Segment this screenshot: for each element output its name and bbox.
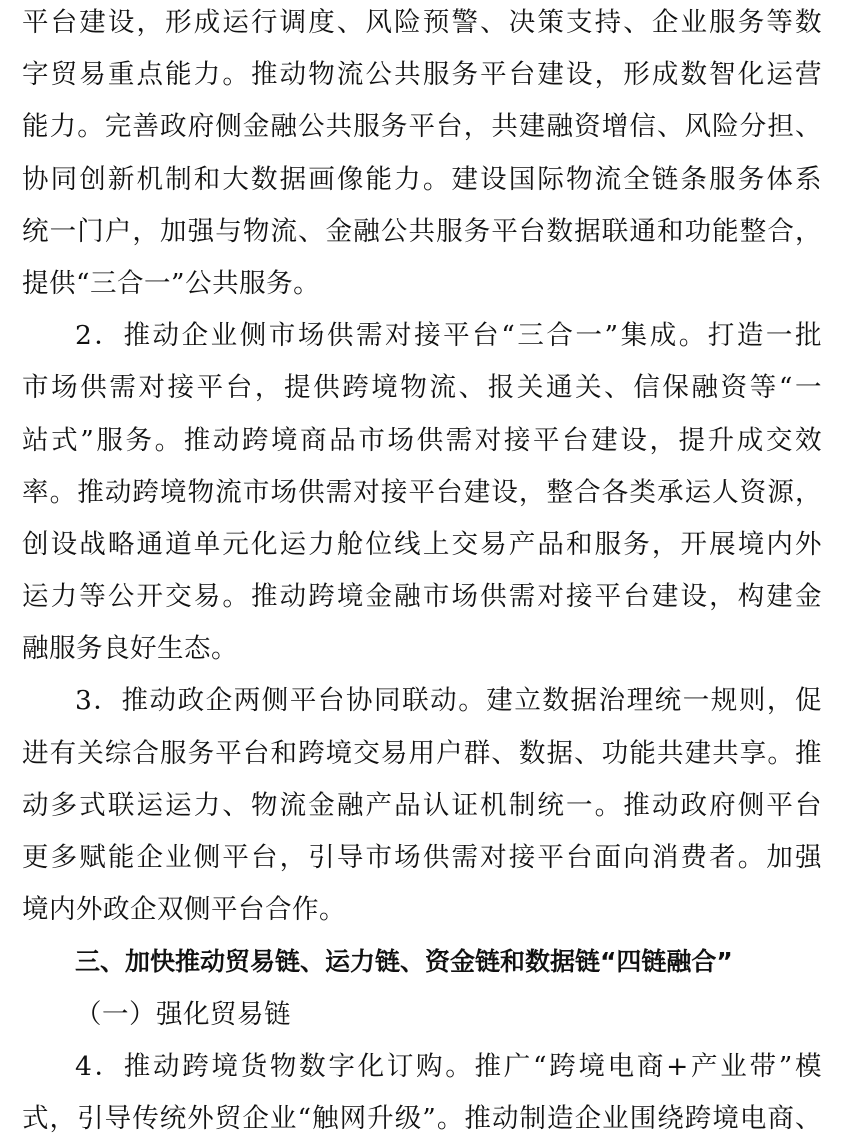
body-line: 市场供需对接平台，提供跨境物流、报关通关、信保融资等“一 bbox=[22, 372, 822, 404]
body-line: 统一门户，加强与物流、金融公共服务平台数据联通和功能整合， bbox=[22, 215, 822, 247]
body-line: 动多式联运运力、物流金融产品认证机制统一。推动政府侧平台 bbox=[22, 789, 822, 821]
subsection-heading: （一）强化贸易链 bbox=[75, 998, 291, 1030]
body-line: 站式”服务。推动跨境商品市场供需对接平台建设，提升成交效 bbox=[22, 424, 822, 456]
paragraph-start-line: 3．推动政企两侧平台协同联动。建立数据治理统一规则，促 bbox=[75, 685, 822, 717]
document-page bbox=[22, 0, 822, 1145]
body-line: 能力。完善政府侧金融公共服务平台，共建融资增信、风险分担、 bbox=[22, 111, 822, 143]
body-line: 式，引导传统外贸企业“触网升级”。推动制造企业围绕跨境电商、 bbox=[22, 1102, 822, 1134]
body-line: 运力等公开交易。推动跨境金融市场供需对接平台建设，构建金 bbox=[22, 581, 822, 613]
section-heading: 三、加快推动贸易链、运力链、资金链和数据链“四链融合” bbox=[75, 947, 733, 977]
paragraph-start-line: 4．推动跨境货物数字化订购。推广“跨境电商+产业带”模 bbox=[75, 1050, 822, 1082]
body-line: 字贸易重点能力。推动物流公共服务平台建设，形成数智化运营 bbox=[22, 59, 822, 91]
body-line: 平台建设，形成运行调度、风险预警、决策支持、企业服务等数 bbox=[22, 7, 822, 38]
body-line: 率。推动跨境物流市场供需对接平台建设，整合各类承运人资源， bbox=[22, 476, 822, 508]
body-line: 创设战略通道单元化运力舱位线上交易产品和服务，开展境内外 bbox=[22, 528, 822, 560]
body-line: 更多赋能企业侧平台，引导市场供需对接平台面向消费者。加强 bbox=[22, 842, 822, 873]
paragraph-start-line: 2．推动企业侧市场供需对接平台“三合一”集成。打造一批 bbox=[75, 320, 822, 352]
body-line: 境内外政企双侧平台合作。 bbox=[22, 894, 346, 926]
body-line: 提供“三合一”公共服务。 bbox=[22, 267, 321, 299]
body-line: 协同创新机制和大数据画像能力。建设国际物流全链条服务体系 bbox=[22, 163, 822, 195]
body-line: 进有关综合服务平台和跨境交易用户群、数据、功能共建共享。推 bbox=[22, 737, 822, 769]
body-line: 融服务良好生态。 bbox=[22, 633, 238, 665]
